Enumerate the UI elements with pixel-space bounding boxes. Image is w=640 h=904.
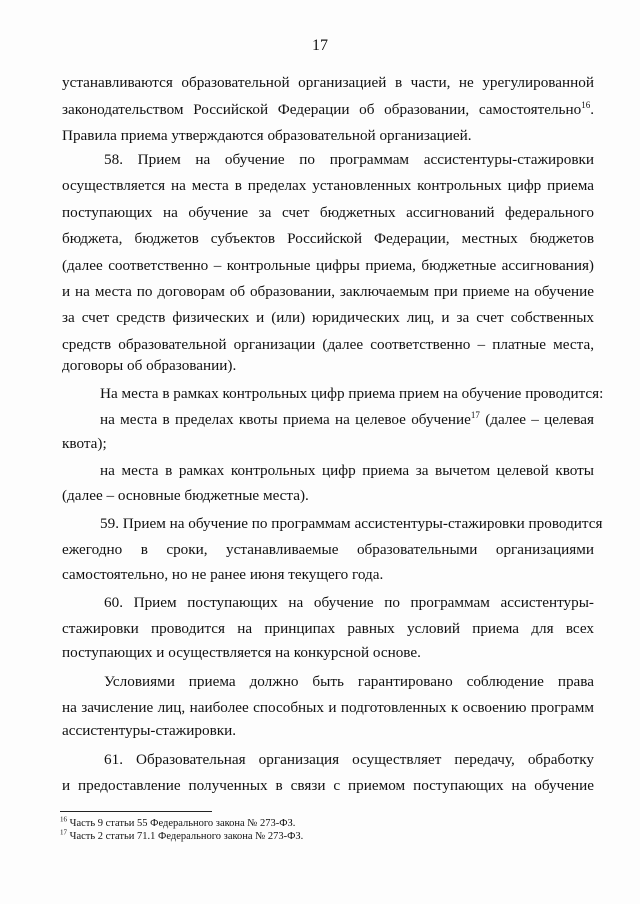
text-line: Правила приема утверждаются образовательной организацией. [62, 127, 472, 144]
text-line: осуществляется на места в пределах установленных контрольных цифр приема [62, 177, 594, 194]
text-line: самостоятельно, но не ранее июня текущего года. [62, 566, 384, 583]
text-line: и предоставление полученных в связи с приемом поступающих на обучение [62, 777, 594, 794]
text-line: стажировки проводится на принципах равных условий приема для всех [62, 620, 594, 637]
text-line: устанавливаются образовательной организацией в части, не урегулированной [62, 74, 594, 91]
text-line: на места в пределах квоты приема на целевое обучение$^{17}$ (далее – целевая [100, 409, 594, 428]
footnote-ref: 17 [470, 409, 480, 420]
text-line: (далее – основные бюджетные места). [62, 487, 309, 504]
text-line: поступающих и осуществляется на конкурсной основе. [62, 644, 421, 661]
text-line: На места в рамках контрольных цифр приема прием на обучение проводится: [100, 385, 604, 402]
text-line: законодательством Российской Федерации об образовании, самостоятельно$^{16}$. [62, 99, 594, 118]
text-line: ежегодно в сроки, устанавливаемые образовательными организациями [62, 541, 594, 558]
text-line: на места в рамках контрольных цифр приема за вычетом целевой квоты [100, 462, 594, 479]
text-line: на зачисление лиц, наиболее способных и подготовленных к освоению программ [62, 699, 594, 716]
text-line: за счет средств физических и (или) юридических лиц, и за счет собственных [62, 309, 594, 326]
text-line: 58. Прием на обучение по программам ассистентуры-стажировки [104, 151, 594, 168]
text-line: квота); [62, 435, 107, 452]
text-line: и на места по договорам об образовании, заключаемым при приеме на обучение [62, 283, 594, 300]
text-line: средств образовательной организации (далее соответственно – платные места, [62, 336, 594, 353]
text-line: Условиями приема должно быть гарантировано соблюдение права [104, 673, 594, 690]
text-line: договоры об образовании). [62, 357, 237, 374]
text-line: бюджета, бюджетов субъектов Российской Федерации, местных бюджетов [62, 230, 594, 247]
text-line: 59. Прием на обучение по программам ассистентуры-стажировки проводится [100, 515, 603, 532]
footnote-divider [60, 811, 212, 812]
text-line: ассистентуры-стажировки. [62, 722, 237, 739]
text-line: 60. Прием поступающих на обучение по программам ассистентуры- [104, 594, 594, 611]
text-line: 61. Образовательная организация осуществляет передачу, обработку [104, 751, 594, 768]
page-number: 17 [312, 37, 328, 54]
footnote: $^{17}$ Часть 2 статьи 71.1 Федерального закона № 273-ФЗ. [60, 828, 304, 842]
text-line: поступающих на обучение за счет бюджетных ассигнований федерального [62, 204, 594, 221]
text-line: (далее соответственно – контрольные цифры приема, бюджетные ассигнования) [62, 257, 594, 274]
footnote: $^{16}$ Часть 9 статьи 55 Федерального закона № 273-ФЗ. [60, 815, 296, 829]
footnote-ref: 16 [581, 99, 591, 110]
